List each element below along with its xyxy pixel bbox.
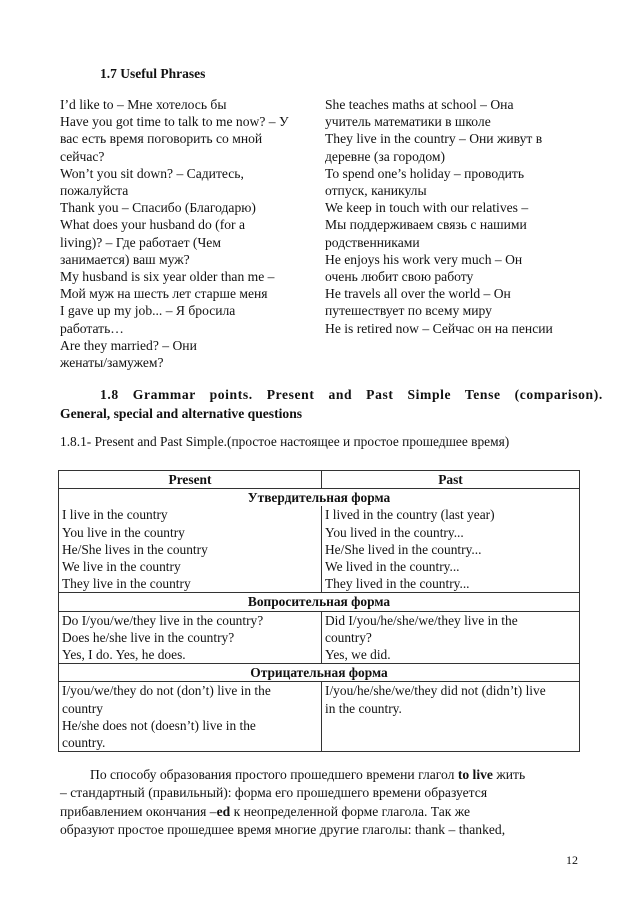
table-line: Did I/you/he/she/we/they live in the bbox=[325, 612, 518, 628]
grammar-table bbox=[58, 470, 580, 752]
body-paragraph bbox=[60, 766, 580, 840]
phrases-right-column bbox=[325, 96, 595, 337]
phrase-line: To spend one’s holiday – проводить bbox=[325, 165, 525, 181]
table-line: Yes, I do. Yes, he does. bbox=[62, 647, 186, 663]
table-row bbox=[59, 489, 580, 507]
paragraph-text: По способу образования простого прошедшего времени глагол bbox=[90, 767, 458, 782]
section-row bbox=[59, 593, 580, 611]
section-heading-1-7: 1.7 Useful Phrases bbox=[100, 66, 206, 81]
subsection-heading: 1.8.1- Present and Past Simple.(простое настоящее и простое прошедшее время) bbox=[60, 434, 510, 449]
present-cell bbox=[59, 506, 322, 593]
table-row bbox=[59, 664, 580, 682]
phrase-line: We keep in touch with our relatives – bbox=[325, 200, 529, 216]
phrase-line: пожалуйста bbox=[60, 183, 129, 199]
phrase-line: They live in the country – Они живут в bbox=[325, 131, 543, 147]
table-row bbox=[59, 593, 580, 611]
table-header-row bbox=[59, 471, 580, 489]
phrase-line: работать… bbox=[60, 320, 124, 336]
emphasized-term: to live bbox=[457, 767, 493, 782]
paragraph-line bbox=[60, 803, 580, 821]
phrase-line: сейчас? bbox=[60, 148, 105, 164]
section-heading-1-8 bbox=[60, 385, 603, 423]
section-heading-line: General, special and alternative questions bbox=[60, 406, 303, 421]
phrase-line: Won’t you sit down? – Садитесь, bbox=[60, 165, 244, 181]
affirmative-form-title: Утвердительная форма bbox=[247, 490, 391, 506]
phrase-line: He enjoys his work very much – Он bbox=[325, 251, 523, 267]
paragraph-text: к неопределенной форме глагола. Так же bbox=[230, 803, 471, 819]
table-line: You live in the country bbox=[62, 524, 185, 540]
table-row bbox=[59, 506, 580, 593]
table-line: They live in the country bbox=[62, 576, 191, 592]
paragraph-line: – стандартный (правильный): форма его прошедшего времени образуется bbox=[60, 785, 488, 801]
phrase-line: родственниками bbox=[325, 234, 420, 250]
phrase-line: He travels all over the world – Он bbox=[325, 286, 511, 302]
section-row bbox=[59, 489, 580, 507]
present-cell bbox=[59, 611, 322, 664]
phrase-line: Have you got time to talk to me now? – У bbox=[60, 114, 289, 130]
table-line: country bbox=[62, 700, 103, 716]
phrase-line: Thank you – Спасибо (Благодарю) bbox=[60, 200, 256, 216]
page-number: 12 bbox=[566, 853, 578, 867]
table-row bbox=[59, 682, 580, 752]
phrase-line: My husband is six year older than me – bbox=[60, 269, 275, 285]
table-line: in the country. bbox=[325, 700, 402, 716]
table-line: We live in the country bbox=[62, 559, 181, 575]
column-header-past: Past bbox=[322, 471, 580, 489]
phrase-line: Мы поддерживаем связь с нашими bbox=[325, 217, 527, 233]
negative-form-title: Отрицательная форма bbox=[250, 665, 388, 681]
interrogative-form-title: Вопросительная форма bbox=[247, 594, 391, 610]
phrase-line: учитель математики в школе bbox=[325, 114, 491, 130]
phrase-line: What does your husband do (for a bbox=[60, 217, 245, 233]
phrase-line: деревне (за городом) bbox=[325, 148, 446, 164]
past-cell bbox=[322, 611, 580, 664]
table-line: country. bbox=[62, 735, 106, 751]
table-row bbox=[59, 611, 580, 664]
table-line: He/She lives in the country bbox=[62, 541, 208, 557]
past-cell bbox=[322, 682, 580, 752]
phrase-line: женаты/замужем? bbox=[60, 355, 164, 371]
emphasized-term: ed bbox=[216, 803, 231, 819]
phrase-line: I’d like to – Мне хотелось бы bbox=[60, 97, 227, 112]
phrase-line: Мой муж на шесть лет старше меня bbox=[60, 286, 268, 302]
phrase-line: She teaches maths at school – Она bbox=[325, 97, 514, 112]
phrase-line: living)? – Где работает (Чем bbox=[60, 234, 221, 250]
phrase-line: He is retired now – Сейчас он на пенсии bbox=[325, 320, 553, 336]
table-line: country? bbox=[325, 629, 372, 645]
paragraph-line bbox=[60, 766, 580, 784]
past-cell bbox=[322, 506, 580, 593]
section-heading-line: 1.8 Grammar points. Present and Past Simple Tense (comparison). bbox=[100, 387, 603, 402]
table-line: He/she does not (doesn’t) live in the bbox=[62, 717, 256, 733]
table-line: I lived in the country (last year) bbox=[325, 507, 495, 523]
table-line: We lived in the country... bbox=[325, 559, 460, 575]
table-line: Does he/she live in the country? bbox=[62, 629, 235, 645]
table-line: I live in the country bbox=[62, 507, 168, 523]
table-line: They lived in the country... bbox=[325, 576, 470, 592]
phrase-line: Are they married? – Они bbox=[60, 337, 197, 353]
present-cell bbox=[59, 682, 322, 752]
phrase-line: I gave up my job... – Я бросила bbox=[60, 303, 236, 319]
paragraph-line: образуют простое прошедшее время многие другие глаголы: thank – thanked, bbox=[60, 822, 506, 838]
table-line: Yes, we did. bbox=[325, 647, 391, 663]
paragraph-text: жить bbox=[492, 767, 526, 782]
phrase-line: путешествует по всему миру bbox=[325, 303, 492, 319]
table-line: I/you/we/they do not (don’t) live in the bbox=[62, 683, 271, 699]
phrase-line: очень любит свою работу bbox=[325, 269, 474, 285]
table-line: You lived in the country... bbox=[325, 524, 464, 540]
phrases-left-column bbox=[60, 96, 322, 371]
phrase-line: отпуск, каникулы bbox=[325, 183, 427, 199]
table-line: Do I/you/we/they live in the country? bbox=[62, 612, 264, 628]
phrase-line: вас есть время поговорить со мной bbox=[60, 131, 263, 147]
table-line: I/you/he/she/we/they did not (didn’t) live bbox=[325, 683, 546, 699]
table-line: He/She lived in the country... bbox=[325, 541, 482, 557]
section-row bbox=[59, 664, 580, 682]
column-header-present: Present bbox=[59, 471, 322, 489]
phrase-line: занимается) ваш муж? bbox=[60, 251, 190, 267]
paragraph-text: прибавлением окончания – bbox=[60, 803, 217, 819]
